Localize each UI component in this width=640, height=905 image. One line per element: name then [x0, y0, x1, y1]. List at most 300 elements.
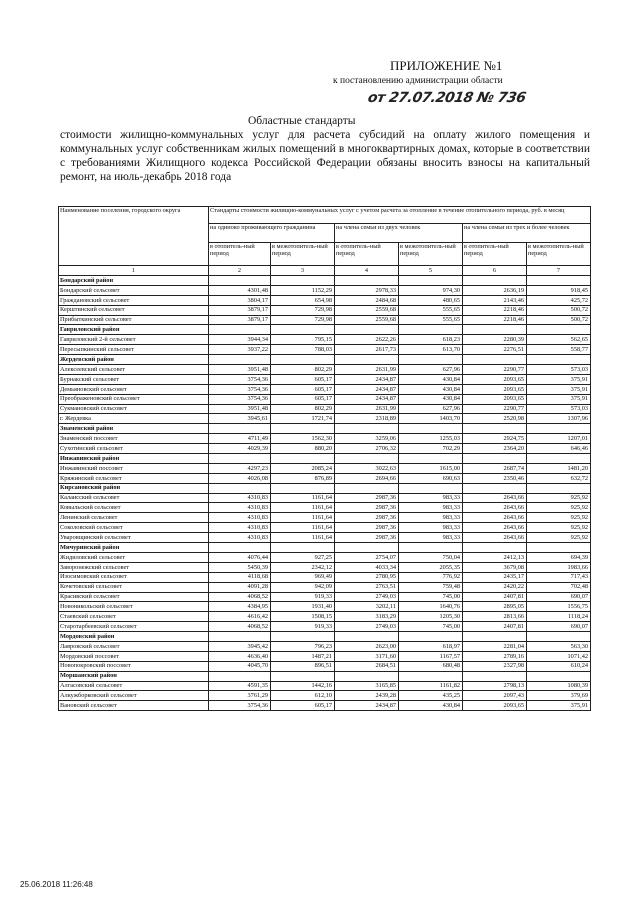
- value-cell: 2097,43: [463, 691, 527, 701]
- district-row: [59, 632, 591, 642]
- value-cell: 646,46: [527, 444, 591, 454]
- value-cell: [271, 454, 335, 464]
- value-cell: 2143,46: [463, 295, 527, 305]
- table-row: [59, 701, 591, 711]
- header-standards: Стандарты стоимости жилищно-коммунальных услуг с учетом расчета за отопление в течение отопительного периода, руб. в месяц: [209, 207, 591, 224]
- value-cell: 983,33: [399, 493, 463, 503]
- value-cell: 3951,48: [209, 365, 271, 375]
- table-row: [59, 285, 591, 295]
- table-row: [59, 651, 591, 661]
- settlement-name: Алексеевский сельсовет: [59, 365, 209, 375]
- value-cell: [209, 543, 271, 553]
- value-cell: 430,84: [399, 701, 463, 711]
- value-cell: 430,84: [399, 394, 463, 404]
- settlement-name: Красивский сельсовет: [59, 592, 209, 602]
- value-cell: 776,92: [399, 572, 463, 582]
- value-cell: 2434,87: [335, 384, 399, 394]
- value-cell: 1071,42: [527, 651, 591, 661]
- value-cell: 2407,81: [463, 592, 527, 602]
- value-cell: 680,48: [399, 661, 463, 671]
- value-cell: 2412,13: [463, 552, 527, 562]
- value-cell: 802,29: [271, 365, 335, 375]
- standards-table: [58, 206, 591, 711]
- value-cell: 375,91: [527, 394, 591, 404]
- table-row: [59, 335, 591, 345]
- value-cell: 2364,20: [463, 444, 527, 454]
- value-cell: 4118,68: [209, 572, 271, 582]
- value-cell: [399, 483, 463, 493]
- value-cell: 729,98: [271, 305, 335, 315]
- column-index: 2: [209, 266, 271, 276]
- value-cell: 627,96: [399, 404, 463, 414]
- value-cell: 2434,87: [335, 701, 399, 711]
- value-cell: [271, 483, 335, 493]
- district-row: [59, 325, 591, 335]
- value-cell: 3259,06: [335, 434, 399, 444]
- settlement-name: Лавровский сельсовет: [59, 641, 209, 651]
- value-cell: 2218,46: [463, 305, 527, 315]
- settlement-name: Изосимовский сельсовет: [59, 572, 209, 582]
- table-row: [59, 384, 591, 394]
- table-row: [59, 305, 591, 315]
- settlement-name: Стаевский сельсовет: [59, 612, 209, 622]
- value-cell: [271, 543, 335, 553]
- value-cell: [527, 483, 591, 493]
- value-cell: [399, 454, 463, 464]
- value-cell: [271, 632, 335, 642]
- value-cell: [335, 543, 399, 553]
- value-cell: 745,00: [399, 622, 463, 632]
- district-name: Бондарский район: [59, 276, 209, 286]
- column-index: 1: [59, 266, 209, 276]
- value-cell: 983,33: [399, 503, 463, 513]
- header-heating-three: в отопитель-ный период: [463, 243, 527, 266]
- value-cell: 2706,32: [335, 444, 399, 454]
- value-cell: 558,77: [527, 345, 591, 355]
- value-cell: 2484,68: [335, 295, 399, 305]
- value-cell: 480,65: [399, 295, 463, 305]
- value-cell: 5450,39: [209, 562, 271, 572]
- value-cell: [463, 276, 527, 286]
- value-cell: [399, 325, 463, 335]
- header-heating-two: в отопитель-ный период: [335, 243, 399, 266]
- value-cell: 4045,70: [209, 661, 271, 671]
- value-cell: [399, 355, 463, 365]
- value-cell: 1640,76: [399, 602, 463, 612]
- value-cell: 2643,66: [463, 503, 527, 513]
- value-cell: 375,91: [527, 701, 591, 711]
- value-cell: [399, 543, 463, 553]
- value-cell: [335, 483, 399, 493]
- value-cell: 435,25: [399, 691, 463, 701]
- value-cell: 2085,24: [271, 463, 335, 473]
- value-cell: 702,29: [399, 444, 463, 454]
- district-row: [59, 355, 591, 365]
- value-cell: [209, 325, 271, 335]
- settlement-name: Соколовский сельсовет: [59, 523, 209, 533]
- value-cell: 942,09: [271, 582, 335, 592]
- settlement-name: Бондарский сельсовет: [59, 285, 209, 295]
- value-cell: 1161,64: [271, 523, 335, 533]
- district-row: [59, 424, 591, 434]
- value-cell: [271, 325, 335, 335]
- value-cell: 3879,17: [209, 305, 271, 315]
- value-cell: 4310,83: [209, 493, 271, 503]
- table-row: [59, 503, 591, 513]
- value-cell: 983,33: [399, 533, 463, 543]
- header-name-column: Наименование поселения, городского округа: [59, 207, 209, 266]
- value-cell: 876,89: [271, 473, 335, 483]
- table-row: [59, 582, 591, 592]
- value-cell: 3945,61: [209, 414, 271, 424]
- value-cell: 1983,66: [527, 562, 591, 572]
- value-cell: 1207,01: [527, 434, 591, 444]
- value-cell: 2749,03: [335, 592, 399, 602]
- settlement-name: Демьяновский сельсовет: [59, 384, 209, 394]
- value-cell: 4310,83: [209, 503, 271, 513]
- value-cell: 2987,36: [335, 533, 399, 543]
- value-cell: 3202,11: [335, 602, 399, 612]
- table-row: [59, 315, 591, 325]
- table-row: [59, 434, 591, 444]
- district-row: [59, 671, 591, 681]
- value-cell: 562,65: [527, 335, 591, 345]
- value-cell: 919,33: [271, 622, 335, 632]
- value-cell: 2093,65: [463, 384, 527, 394]
- value-cell: 983,33: [399, 513, 463, 523]
- settlement-name: Граждановский сельсовет: [59, 295, 209, 305]
- value-cell: 2434,87: [335, 394, 399, 404]
- value-cell: 2622,26: [335, 335, 399, 345]
- value-cell: 1161,64: [271, 503, 335, 513]
- value-cell: 2559,68: [335, 315, 399, 325]
- value-cell: 632,72: [527, 473, 591, 483]
- value-cell: 2987,36: [335, 523, 399, 533]
- value-cell: 2407,81: [463, 622, 527, 632]
- value-cell: 750,04: [399, 552, 463, 562]
- value-cell: 2318,89: [335, 414, 399, 424]
- table-row: [59, 562, 591, 572]
- district-name: Мичуринский район: [59, 543, 209, 553]
- value-cell: 2813,66: [463, 612, 527, 622]
- value-cell: 605,17: [271, 384, 335, 394]
- value-cell: 4616,42: [209, 612, 271, 622]
- value-cell: 2643,66: [463, 493, 527, 503]
- district-row: [59, 454, 591, 464]
- table-row: [59, 345, 591, 355]
- value-cell: [463, 632, 527, 642]
- value-cell: 925,92: [527, 513, 591, 523]
- value-cell: 563,30: [527, 641, 591, 651]
- value-cell: 618,23: [399, 335, 463, 345]
- value-cell: 4076,44: [209, 552, 271, 562]
- value-cell: 2290,77: [463, 404, 527, 414]
- table-row: [59, 444, 591, 454]
- value-cell: 573,03: [527, 404, 591, 414]
- value-cell: 4384,95: [209, 602, 271, 612]
- district-row: [59, 543, 591, 553]
- value-cell: 573,03: [527, 365, 591, 375]
- value-cell: 3937,22: [209, 345, 271, 355]
- value-cell: [335, 276, 399, 286]
- value-cell: 925,92: [527, 523, 591, 533]
- value-cell: 4310,83: [209, 513, 271, 523]
- value-cell: 745,00: [399, 592, 463, 602]
- value-cell: 2290,77: [463, 365, 527, 375]
- settlement-name: Пересыпкинский сельсовет: [59, 345, 209, 355]
- value-cell: [271, 671, 335, 681]
- value-cell: 2435,17: [463, 572, 527, 582]
- value-cell: 1481,20: [527, 463, 591, 473]
- value-cell: 729,98: [271, 315, 335, 325]
- value-cell: 1161,64: [271, 513, 335, 523]
- value-cell: 605,17: [271, 701, 335, 711]
- value-cell: 375,91: [527, 384, 591, 394]
- settlement-name: Заворонежский сельсовет: [59, 562, 209, 572]
- value-cell: 627,96: [399, 365, 463, 375]
- document-intro: стоимости жилищно-коммунальных услуг для расчета субсидий на оплату жилого помещения и коммунальных услуг собственникам жилых помещений в многоквартирных домах, которые в соответствии с требованиями Жилищного кодекса Российской Федерации обязаны вносить взносы на капитальный ремонт, на июль-декабрь 2018 года: [60, 129, 590, 183]
- value-cell: [527, 276, 591, 286]
- value-cell: 613,70: [399, 345, 463, 355]
- value-cell: 2342,12: [271, 562, 335, 572]
- district-name: Жердевский район: [59, 355, 209, 365]
- settlement-name: Алгасовский сельсовет: [59, 681, 209, 691]
- settlement-name: Старотарбеевский сельсовет: [59, 622, 209, 632]
- value-cell: 969,49: [271, 572, 335, 582]
- value-cell: 1161,64: [271, 493, 335, 503]
- value-cell: 4636,40: [209, 651, 271, 661]
- value-cell: [463, 483, 527, 493]
- value-cell: [335, 355, 399, 365]
- value-cell: 610,24: [527, 661, 591, 671]
- appendix-title: ПРИЛОЖЕНИЕ №1: [390, 58, 503, 73]
- value-cell: [335, 454, 399, 464]
- settlement-name: Уваровщинский сельсовет: [59, 533, 209, 543]
- district-name: Гавриловский район: [59, 325, 209, 335]
- district-name: Знаменский район: [59, 424, 209, 434]
- value-cell: 3754,36: [209, 384, 271, 394]
- header-three-persons: на члена семьи из трех и более человек: [463, 224, 591, 243]
- value-cell: 2631,99: [335, 404, 399, 414]
- value-cell: [209, 483, 271, 493]
- value-cell: [209, 632, 271, 642]
- value-cell: 2643,66: [463, 523, 527, 533]
- value-cell: [335, 424, 399, 434]
- value-cell: 2439,28: [335, 691, 399, 701]
- value-cell: 925,92: [527, 533, 591, 543]
- value-cell: [527, 632, 591, 642]
- value-cell: [209, 671, 271, 681]
- settlement-name: Преображеновский сельсовет: [59, 394, 209, 404]
- value-cell: 379,69: [527, 691, 591, 701]
- header-heating-single: в отопитель-ный период: [209, 243, 271, 266]
- value-cell: 918,45: [527, 285, 591, 295]
- value-cell: 2754,07: [335, 552, 399, 562]
- table-row: [59, 295, 591, 305]
- value-cell: 555,65: [399, 315, 463, 325]
- value-cell: 3165,85: [335, 681, 399, 691]
- value-cell: 2327,98: [463, 661, 527, 671]
- table-row: [59, 612, 591, 622]
- value-cell: [399, 424, 463, 434]
- value-cell: 3022,63: [335, 463, 399, 473]
- value-cell: 2434,87: [335, 374, 399, 384]
- value-cell: 1307,96: [527, 414, 591, 424]
- settlement-name: Ковыльский сельсовет: [59, 503, 209, 513]
- settlement-name: Бурнакский сельсовет: [59, 374, 209, 384]
- value-cell: [335, 325, 399, 335]
- value-cell: 4301,48: [209, 285, 271, 295]
- value-cell: 430,84: [399, 384, 463, 394]
- value-cell: 3879,17: [209, 315, 271, 325]
- value-cell: 927,25: [271, 552, 335, 562]
- column-index: 4: [335, 266, 399, 276]
- settlement-name: Жидиловский сельсовет: [59, 552, 209, 562]
- value-cell: 983,33: [399, 523, 463, 533]
- district-row: [59, 483, 591, 493]
- value-cell: [463, 325, 527, 335]
- settlement-name: Калаисский сельсовет: [59, 493, 209, 503]
- settlement-name: Алкужборковский сельсовет: [59, 691, 209, 701]
- value-cell: 919,33: [271, 592, 335, 602]
- header-nonheating-single: в межотопитель-ный период: [271, 243, 335, 266]
- district-name: Моршанский район: [59, 671, 209, 681]
- district-name: Инжавинский район: [59, 454, 209, 464]
- value-cell: 3945,42: [209, 641, 271, 651]
- table-row: [59, 602, 591, 612]
- value-cell: 1556,75: [527, 602, 591, 612]
- value-cell: 4026,08: [209, 473, 271, 483]
- print-timestamp: 25.06.2018 11:26:48: [20, 880, 93, 889]
- table-row: [59, 523, 591, 533]
- value-cell: 1562,30: [271, 434, 335, 444]
- column-index: 3: [271, 266, 335, 276]
- value-cell: 2643,66: [463, 513, 527, 523]
- table-row: [59, 592, 591, 602]
- value-cell: [335, 632, 399, 642]
- settlement-name: Новопокровский поссовет: [59, 661, 209, 671]
- value-cell: [527, 424, 591, 434]
- settlement-name: Сукмановский сельсовет: [59, 404, 209, 414]
- value-cell: 2798,13: [463, 681, 527, 691]
- value-cell: 4591,35: [209, 681, 271, 691]
- settlement-name: Гавриловский 2-й сельсовет: [59, 335, 209, 345]
- settlement-name: г. Жердевка: [59, 414, 209, 424]
- settlement-name: Знаменский поссовет: [59, 434, 209, 444]
- value-cell: 690,07: [527, 622, 591, 632]
- header-nonheating-two: в межотопитель-ный период: [399, 243, 463, 266]
- table-row: [59, 374, 591, 384]
- value-cell: 1403,70: [399, 414, 463, 424]
- settlement-name: Мордовский поссовет: [59, 651, 209, 661]
- value-cell: [527, 325, 591, 335]
- value-cell: 3754,36: [209, 374, 271, 384]
- value-cell: 2684,51: [335, 661, 399, 671]
- table-row: [59, 552, 591, 562]
- settlement-name: Сухотинский сельсовет: [59, 444, 209, 454]
- value-cell: 1442,16: [271, 681, 335, 691]
- value-cell: [399, 632, 463, 642]
- district-name: Мордовский район: [59, 632, 209, 642]
- document-title: Областные стандарты: [248, 115, 356, 127]
- value-cell: 2281,04: [463, 641, 527, 651]
- settlement-name: Прибыткинский сельсовет: [59, 315, 209, 325]
- value-cell: 3804,17: [209, 295, 271, 305]
- table-row: [59, 493, 591, 503]
- value-cell: 4310,83: [209, 533, 271, 543]
- value-cell: 3761,29: [209, 691, 271, 701]
- value-cell: 2218,46: [463, 315, 527, 325]
- value-cell: 690,07: [527, 592, 591, 602]
- value-cell: 2631,99: [335, 365, 399, 375]
- value-cell: 2694,66: [335, 473, 399, 483]
- value-cell: 702,48: [527, 582, 591, 592]
- value-cell: 2623,00: [335, 641, 399, 651]
- value-cell: [271, 276, 335, 286]
- value-cell: 925,92: [527, 493, 591, 503]
- value-cell: [209, 424, 271, 434]
- value-cell: 690,63: [399, 473, 463, 483]
- value-cell: 788,03: [271, 345, 335, 355]
- value-cell: 795,15: [271, 335, 335, 345]
- table-row: [59, 414, 591, 424]
- value-cell: 2093,65: [463, 701, 527, 711]
- value-cell: 425,72: [527, 295, 591, 305]
- table-row: [59, 691, 591, 701]
- value-cell: 3679,08: [463, 562, 527, 572]
- value-cell: 654,98: [271, 295, 335, 305]
- value-cell: [399, 671, 463, 681]
- value-cell: 1721,74: [271, 414, 335, 424]
- value-cell: 2687,74: [463, 463, 527, 473]
- value-cell: 4033,34: [335, 562, 399, 572]
- value-cell: 2093,65: [463, 394, 527, 404]
- value-cell: 2789,16: [463, 651, 527, 661]
- value-cell: 2643,66: [463, 533, 527, 543]
- value-cell: [527, 355, 591, 365]
- value-cell: 1080,39: [527, 681, 591, 691]
- value-cell: [463, 424, 527, 434]
- value-cell: 2520,98: [463, 414, 527, 424]
- value-cell: 605,17: [271, 374, 335, 384]
- value-cell: [463, 543, 527, 553]
- table-row: [59, 404, 591, 414]
- value-cell: 555,65: [399, 305, 463, 315]
- value-cell: [399, 276, 463, 286]
- value-cell: 2987,36: [335, 493, 399, 503]
- header-single: на одиноко проживающего гражданина: [209, 224, 335, 243]
- value-cell: 430,84: [399, 374, 463, 384]
- value-cell: [527, 454, 591, 464]
- value-cell: 2924,75: [463, 434, 527, 444]
- value-cell: 4091,28: [209, 582, 271, 592]
- table-row: [59, 513, 591, 523]
- value-cell: [271, 355, 335, 365]
- settlement-name: Инжавинский поссовет: [59, 463, 209, 473]
- settlement-name: Вановский сельсовет: [59, 701, 209, 711]
- value-cell: 4029,39: [209, 444, 271, 454]
- column-index: 5: [399, 266, 463, 276]
- table-row: [59, 622, 591, 632]
- value-cell: [335, 671, 399, 681]
- value-cell: 880,20: [271, 444, 335, 454]
- value-cell: 2749,03: [335, 622, 399, 632]
- value-cell: [463, 671, 527, 681]
- value-cell: 717,43: [527, 572, 591, 582]
- value-cell: 4310,83: [209, 523, 271, 533]
- value-cell: 3754,36: [209, 701, 271, 711]
- value-cell: 2636,19: [463, 285, 527, 295]
